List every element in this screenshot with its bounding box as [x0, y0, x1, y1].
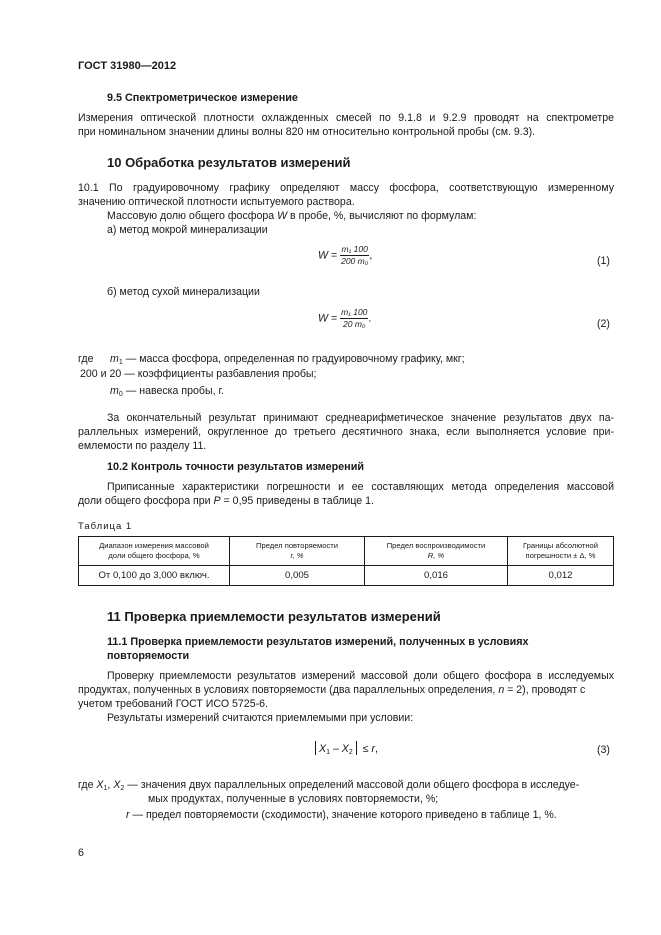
equation-variable: W — [318, 312, 328, 325]
symbol-x: X — [96, 779, 104, 791]
fraction — [340, 244, 369, 267]
paragraph-line: раллельных измерений, округленное до третьего десятичного знака, если выполняется условие при- — [78, 426, 614, 438]
equals-sign: = — [330, 312, 338, 325]
section-9-5-title: 9.5 Спектрометрическое измерение — [107, 92, 298, 104]
header-line: R, % — [427, 551, 445, 560]
subscript: 0 — [118, 391, 123, 398]
variable-n: n — [498, 684, 505, 696]
section-11-title: 11 Проверка приемлемости результатов измерений — [107, 609, 441, 624]
equation-punct: , — [369, 249, 373, 262]
equation-2 — [318, 307, 371, 330]
legend-factors — [80, 367, 316, 381]
method-b: б) метод сухой минерализации — [107, 286, 260, 298]
subscript: 1 — [118, 359, 123, 366]
subscript: 1 — [326, 749, 330, 756]
paragraph-line: Измерения оптической плотности охлажденных смесей по 9.1.8 и 9.2.9 проводят на спектрометре — [78, 112, 614, 124]
fraction — [340, 307, 368, 330]
paragraph-line: За окончательный результат принимают среднеарифметическое значение результатов двух па- — [107, 412, 614, 424]
equation-punct: . — [368, 312, 372, 325]
where-label: где — [78, 779, 94, 791]
separator: , — [107, 779, 111, 791]
table-header-cell — [79, 537, 230, 566]
document-header: ГОСТ 31980—2012 — [78, 60, 177, 72]
paragraph-line: значению оптической плотности испытуемого раствора. — [78, 196, 355, 208]
subscript: 2 — [348, 749, 353, 756]
paragraph-line: Приписанные характеристики погрешности и ее составляющих метода определения массовой — [107, 481, 614, 493]
paragraph-line: емлемости по разделу 11. — [78, 440, 207, 452]
header-line: Предел повторяемости — [256, 541, 338, 550]
subscript: 1 — [103, 785, 108, 792]
equation-number: (2) — [597, 318, 610, 330]
table-cell: 0,016 — [365, 566, 508, 586]
table-header-row — [79, 537, 614, 566]
text-run: доли общего фосфора при — [78, 495, 214, 507]
table-1 — [78, 536, 614, 586]
legend-text: — значения двух параллельных определений массовой доли общего фосфора в исследуе- — [127, 779, 580, 791]
header-line: Диапазон измерения массовой — [99, 541, 209, 550]
subscript: 2 — [120, 785, 125, 792]
relation-sign: ≤ — [362, 743, 369, 755]
legend-x-continuation: мых продуктах, полученные в условиях повторяемости, %; — [148, 793, 439, 805]
legend-r — [126, 808, 557, 822]
equation-3 — [312, 741, 378, 760]
abs-bar-right — [356, 741, 357, 755]
legend-text: — навеска пробы, г. — [125, 385, 224, 397]
table-header-cell — [365, 537, 508, 566]
header-line: доли общего фосфора, % — [108, 551, 200, 560]
denominator: 20 m₀ — [343, 319, 366, 329]
header-line: Предел воспроизводимости — [386, 541, 486, 550]
symbol-x: X — [113, 779, 121, 791]
paragraph-line: при номинальном значении длины волны 820 нм относительно контрольной пробы (см. 9.3). — [78, 126, 536, 138]
symbol: m — [110, 353, 119, 365]
legend-text: — масса фосфора, определенная по градуировочному графику, мкг; — [125, 353, 465, 365]
where-label: где — [78, 353, 94, 365]
equation-number: (3) — [597, 744, 610, 756]
symbol: r — [126, 809, 130, 821]
text-run: продуктах, полученных в условиях повторяемости (два параллельных определения, — [78, 684, 499, 696]
text-run: = 2), проводят с — [504, 684, 586, 696]
table-cell: 0,005 — [230, 566, 365, 586]
section-10-title: 10 Обработка результатов измерений — [107, 155, 351, 170]
variable-p: P — [213, 495, 221, 507]
symbol-x: X — [319, 743, 327, 755]
symbol: 200 и 20 — [80, 368, 122, 380]
section-11-1-title-line2: повторяемости — [107, 650, 190, 662]
symbol-x: X — [341, 743, 349, 755]
header-line: погрешности ± Δ, % — [525, 551, 596, 560]
page-number: 6 — [78, 847, 84, 859]
paragraph-line: Проверку приемлемости результатов измерений массовой доли общего фосфора в исследуемых — [107, 670, 614, 682]
paragraph-line: учетом требований ГОСТ ИСО 5725-6. — [78, 698, 268, 710]
text-run: Массовую долю общего фосфора — [107, 210, 278, 222]
abs-bar-left — [315, 741, 316, 755]
table-cell: 0,012 — [508, 566, 614, 586]
method-a: а) метод мокрой минерализации — [107, 224, 268, 236]
table-caption: Таблица 1 — [78, 521, 133, 532]
equation-number: (1) — [597, 255, 610, 267]
symbol-r: r — [371, 743, 376, 755]
section-11-1-title-line1: 11.1 Проверка приемлемости результатов измерений, полученных в условиях — [107, 636, 529, 648]
legend-text: — предел повторяемости (сходимости), значение которого приведено в таблице 1, %. — [132, 809, 557, 821]
equation-variable: W — [318, 249, 328, 262]
section-10-2-title: 10.2 Контроль точности результатов измерений — [107, 461, 364, 473]
table-header-cell — [508, 537, 614, 566]
equation-punct: , — [375, 743, 378, 755]
paragraph-line — [107, 209, 476, 223]
table-cell: От 0,100 до 3,000 включ. — [79, 566, 230, 586]
text-run: в пробе, %, вычисляют по формулам: — [287, 210, 477, 222]
header-line: r, % — [290, 551, 304, 560]
denominator: 200 m₀ — [341, 256, 369, 266]
legend-text: — коэффициенты разбавления пробы; — [124, 368, 317, 380]
paragraph-line — [78, 494, 374, 508]
table-header-cell — [230, 537, 365, 566]
numerator: m₁ 100 — [341, 307, 368, 317]
equals-sign: = — [330, 249, 338, 262]
numerator: m₁ 100 — [341, 244, 368, 254]
symbol: m — [110, 385, 119, 397]
paragraph-line — [78, 683, 585, 697]
equation-1 — [318, 244, 372, 267]
table-row — [79, 566, 614, 586]
legend-m0 — [110, 384, 224, 402]
minus-sign: – — [332, 743, 339, 755]
header-line: Границы абсолютной — [522, 541, 598, 550]
text-run: = 0,95 приведены в таблице 1. — [220, 495, 374, 507]
paragraph-line: Результаты измерений считаются приемлемыми при условии: — [107, 712, 414, 724]
paragraph-line: 10.1 По градуировочному графику определяют массу фосфора, соответствующую измеренному — [78, 182, 614, 194]
variable-w: W — [277, 210, 288, 222]
